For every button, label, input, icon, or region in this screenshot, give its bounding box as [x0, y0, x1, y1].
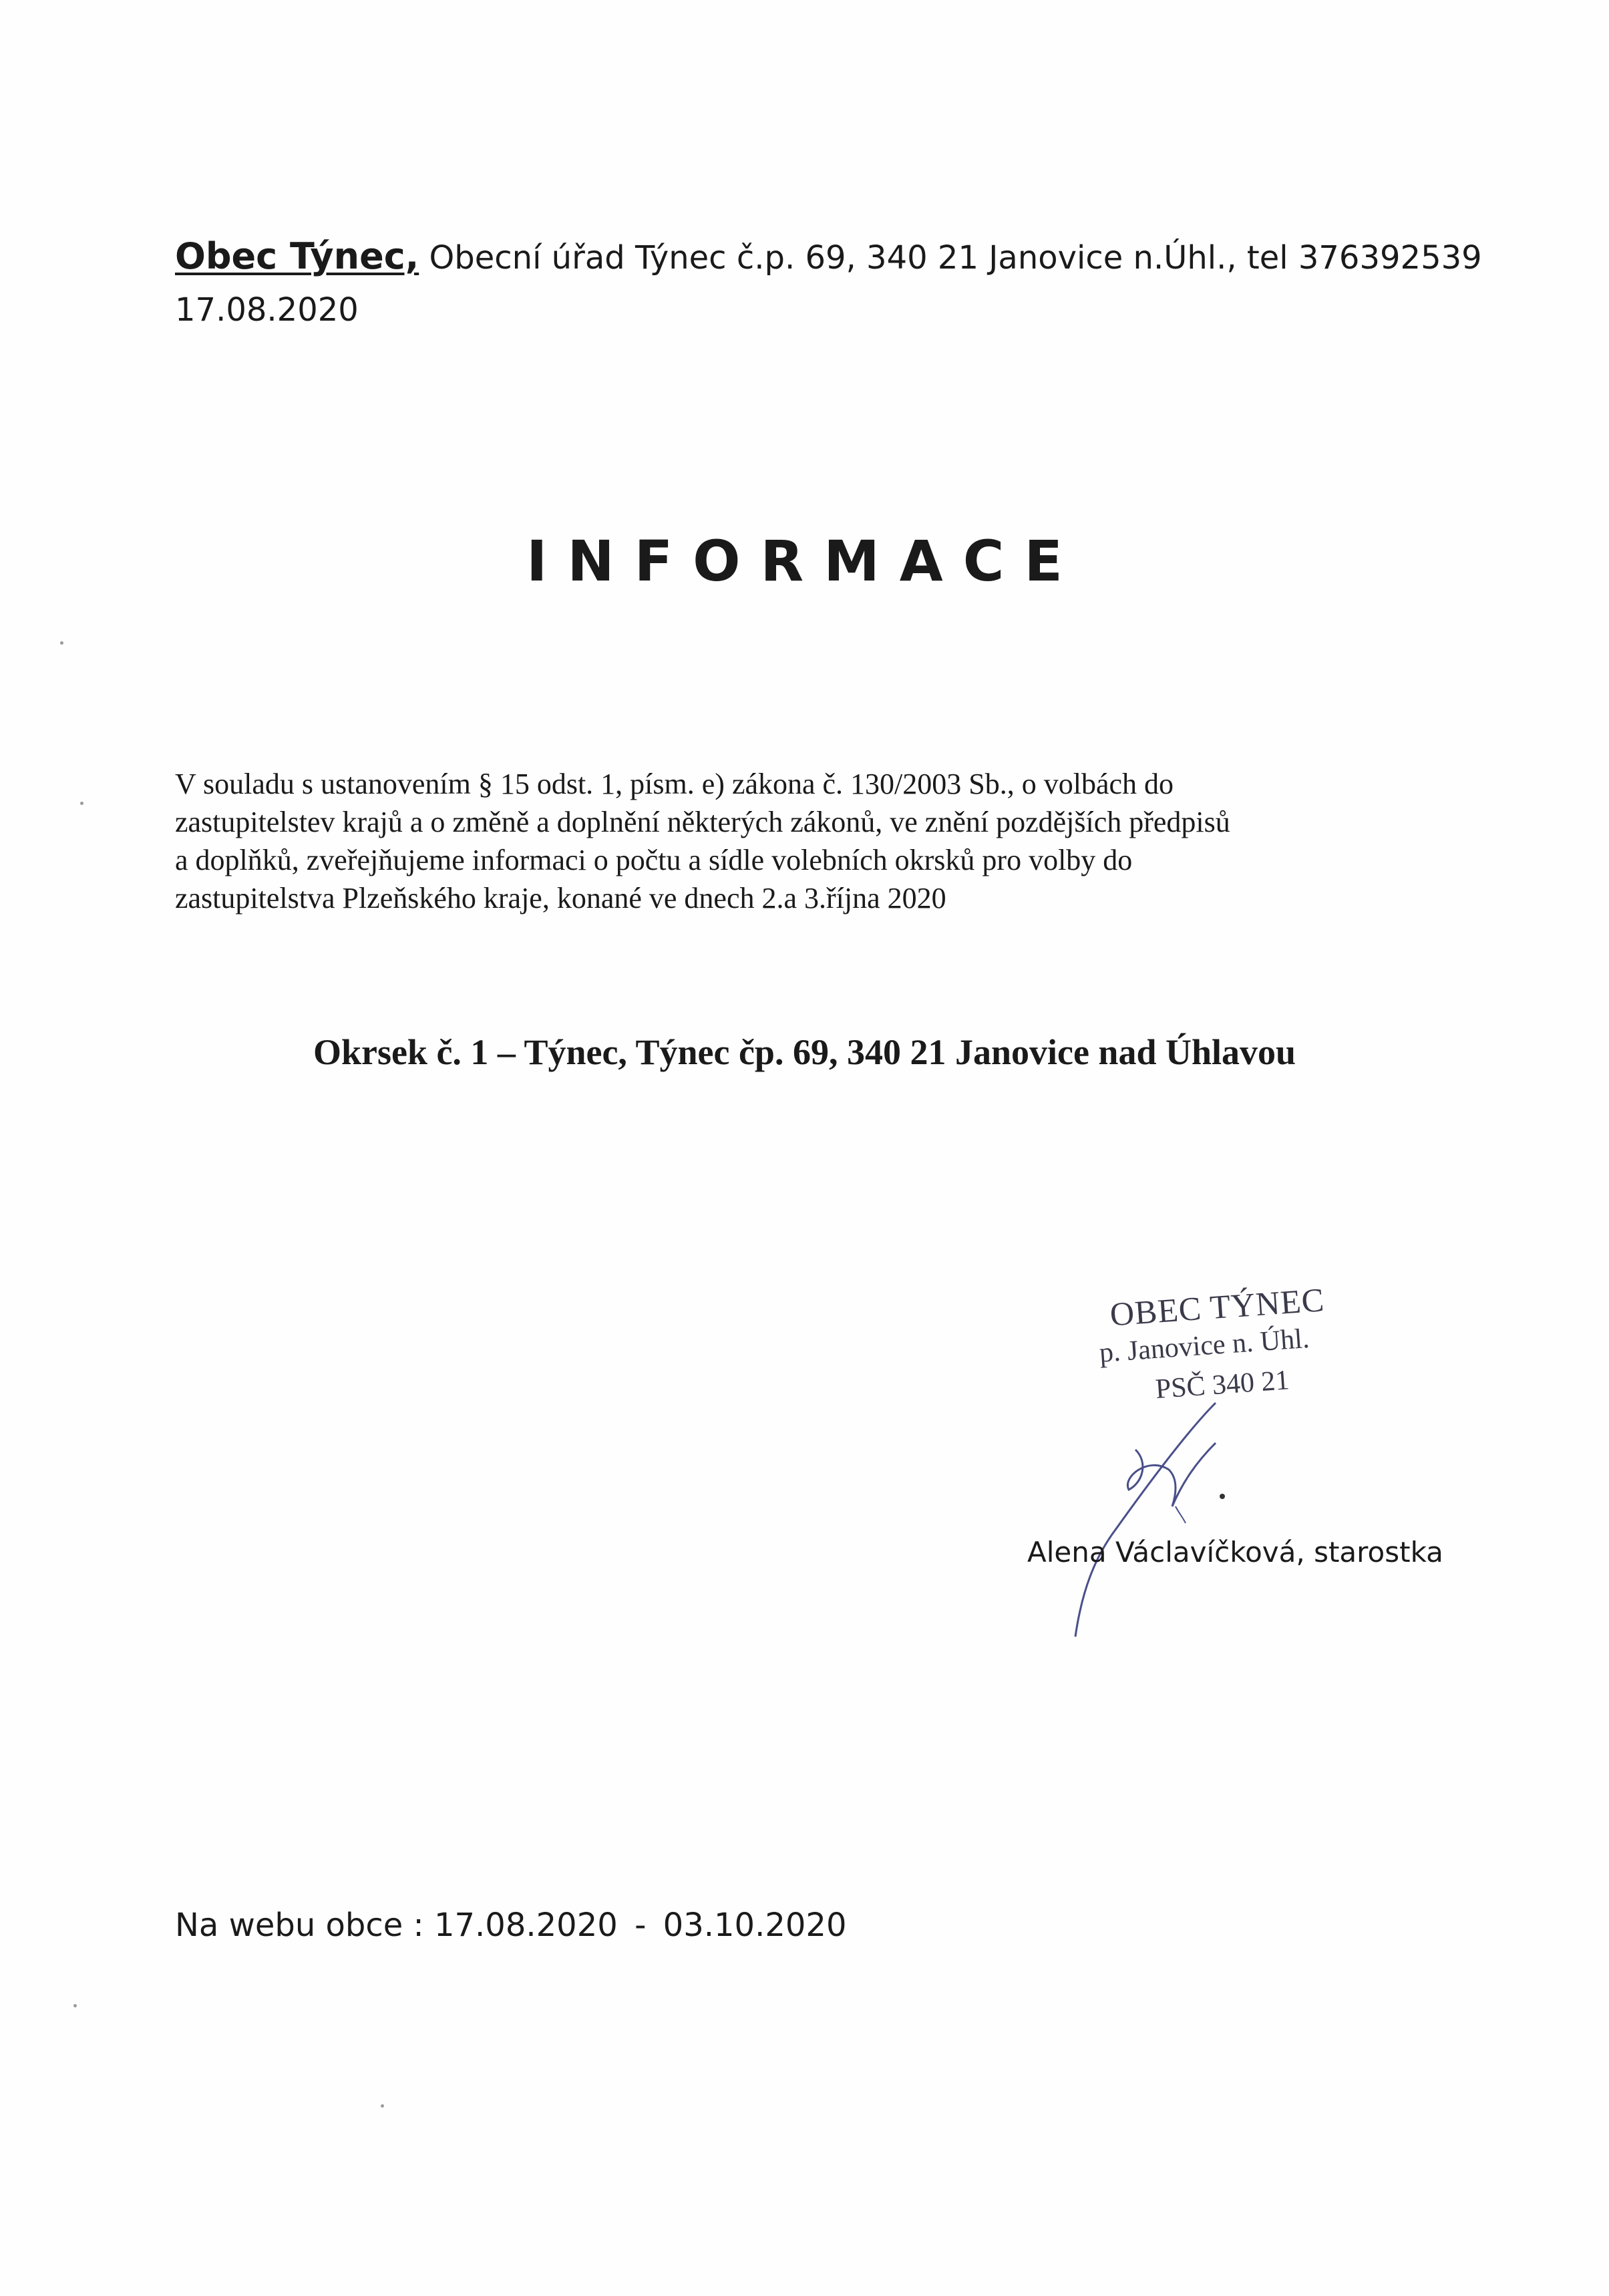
stamp-line: PSČ 340 21 — [1154, 1365, 1290, 1406]
footer-date-from: 17.08.2020 — [433, 1907, 618, 1944]
stamp-line: OBEC TÝNEC — [1109, 1281, 1326, 1333]
org-address: Obecní úřad Týnec č.p. 69, 340 21 Janovice n.Úhl., tel 376392539 — [429, 239, 1482, 277]
footer-separator: - — [635, 1907, 647, 1944]
body-paragraph — [175, 765, 1431, 917]
scan-speck — [73, 2004, 77, 2007]
org-name: Obec Týnec, — [175, 235, 419, 277]
handwritten-signature — [1015, 1389, 1256, 1643]
document-title: INFORMACE — [526, 528, 1083, 594]
signer-name: Alena Václavíčková, starostka — [1027, 1536, 1443, 1569]
body-line: zastupitelstev krajů a o změně a doplnění některých zákonů, ve znění pozdějších předpisů — [175, 806, 1230, 838]
scan-speck — [60, 641, 63, 645]
district-info: Okrsek č. 1 – Týnec, Týnec čp. 69, 340 21 Janovice nad Úhlavou — [313, 1032, 1296, 1072]
footer-line — [175, 1904, 846, 1947]
body-line: zastupitelstva Plzeňského kraje, konané ve dnech 2.a 3.října 2020 — [175, 882, 946, 915]
scan-speck — [80, 802, 83, 805]
header-date: 17.08.2020 — [175, 291, 359, 329]
body-line: V souladu s ustanovením § 15 odst. 1, písm. e) zákona č. 130/2003 Sb., o volbách do — [175, 768, 1174, 800]
body-line: a doplňků, zveřejňujeme informaci o počtu a sídle volebních okrsků pro volby do — [175, 844, 1133, 876]
footer-date-to: 03.10.2020 — [663, 1907, 847, 1944]
header-line — [175, 235, 1482, 279]
stamp-line: p. Janovice n. Úhl. — [1098, 1323, 1310, 1369]
scan-speck — [381, 2104, 384, 2108]
footer-label: Na webu obce : — [175, 1907, 424, 1944]
